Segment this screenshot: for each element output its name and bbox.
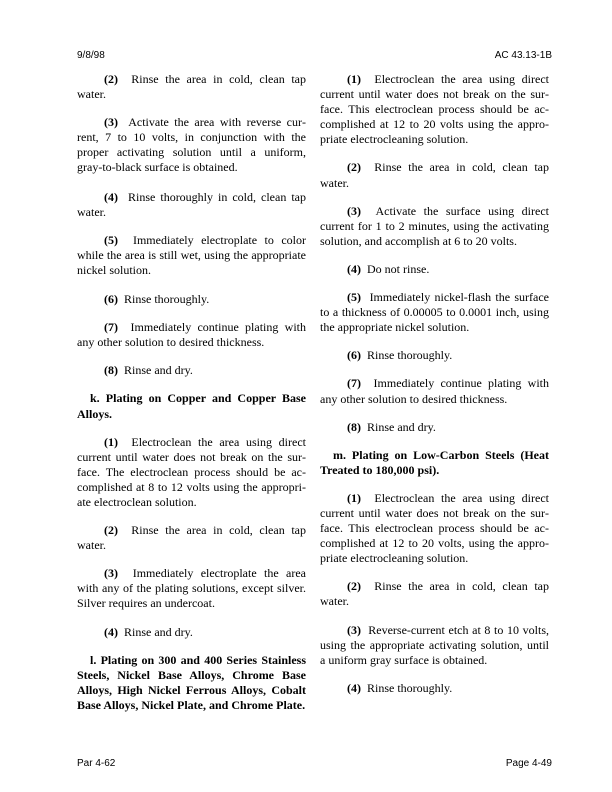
step-paragraph [320, 160, 549, 190]
section-heading-k: k. Plating on Copper and Copper Base Alloys. [77, 391, 306, 421]
step-text: Immediately electroplate to color while the area is still wet, using the appropriate nickel solution. [77, 232, 307, 277]
step-number: (4) [104, 624, 118, 639]
step-text: Rinse thoroughly. [367, 680, 453, 695]
header-date: 9/8/98 [77, 50, 105, 61]
step-paragraph [77, 435, 306, 510]
step-number: (4) [347, 680, 361, 695]
step-paragraph [77, 625, 306, 640]
step-number: (8) [104, 363, 118, 378]
step-text: Rinse the area in cold, clean tap water. [77, 523, 306, 553]
step-number: (1) [104, 434, 118, 449]
step-text: Activate the area with reverse current, 7 to 10 volts, in conjunction with the proper activating solution until a uniform, gray-to-black surface is obtained. [77, 115, 306, 175]
step-number: (2) [104, 523, 118, 538]
step-paragraph [320, 376, 549, 406]
step-paragraph [77, 115, 306, 175]
step-paragraph [320, 681, 549, 696]
right-column [320, 72, 549, 709]
footer-page-number: Page 4-49 [505, 758, 552, 769]
step-number: (5) [347, 290, 361, 305]
step-text: Rinse and dry. [124, 363, 193, 378]
step-number: (5) [104, 232, 118, 247]
step-number: (6) [347, 348, 361, 363]
step-paragraph [77, 566, 306, 611]
step-paragraph [77, 190, 306, 220]
step-number: (3) [347, 203, 361, 218]
step-text: Electroclean the area using direct current until water does not break on the surface. This electroclean process should be accomplished at 12 to 20 volts, using the appropriate electrocleaning solution. [320, 490, 549, 566]
step-text: Rinse thoroughly in cold, clean tap water. [77, 189, 307, 219]
step-number: (1) [347, 72, 361, 86]
step-paragraph [320, 262, 549, 277]
step-paragraph [77, 523, 306, 553]
step-text: Rinse and dry. [367, 419, 436, 434]
step-text: Electroclean the area using direct current until water does not break on the surface. This electroclean process should be accomplished at 12 to 20 volts using the appropriate electrocleaning solution. [320, 72, 549, 147]
step-paragraph [320, 579, 549, 609]
step-text: Do not rinse. [367, 261, 430, 276]
step-paragraph [77, 320, 306, 350]
step-paragraph [77, 72, 306, 102]
step-paragraph [320, 623, 549, 668]
step-text: Reverse-current etch at 8 to 10 volts, using the appropriate activating solution, until a uniform gray surface is obtained. [320, 622, 549, 667]
step-paragraph [77, 233, 306, 278]
step-paragraph [77, 292, 306, 307]
step-text: Activate the surface using direct current for 1 to 2 minutes, using the activating solution, and accomplish at 6 to 20 volts. [320, 203, 549, 248]
step-number: (4) [347, 261, 361, 276]
step-number: (7) [347, 376, 361, 391]
step-paragraph [320, 290, 549, 335]
step-text: Rinse thoroughly. [367, 348, 453, 363]
step-paragraph [320, 204, 549, 249]
step-number: (3) [104, 566, 118, 581]
step-number: (2) [347, 160, 361, 175]
step-number: (3) [104, 115, 118, 130]
step-number: (2) [347, 579, 361, 594]
step-number: (3) [347, 622, 361, 637]
section-heading-m: m. Plating on Low-Carbon Steels (Heat Treated to 180,000 psi). [320, 447, 549, 477]
section-heading-l: l. Plating on 300 and 400 Series Stainless Steels, Nickel Base Alloys, Chrome Base Alloys, High Nickel Ferrous Alloys, Cobalt Base Alloys, Nickel Plate, and Chrome Plate. [77, 652, 306, 712]
step-text: Immediately continue plating with any other solution to desired thickness. [320, 376, 549, 406]
step-paragraph [320, 420, 549, 435]
step-text: Immediately electroplate the area with any of the plating solutions, except silver. Silver requires an undercoat. [77, 566, 306, 611]
header-doc-number: AC 43.13-1B [494, 50, 552, 61]
step-number: (7) [104, 320, 118, 335]
step-text: Rinse the area in cold, clean tap water. [320, 160, 549, 190]
step-text: Electroclean the area using direct current until water does not break on the surface. The electroclean process should be accomplished at 8 to 12 volts using the appropriate electroclean solution. [77, 434, 306, 509]
step-number: (4) [104, 189, 118, 204]
step-text: Immediately nickel-flash the surface to a thickness of 0.00005 to 0.0001 inch, using the appropriate nickel solution. [320, 290, 549, 335]
step-text: Rinse the area in cold, clean tap water. [77, 72, 306, 102]
step-text: Rinse the area in cold, clean tap water. [320, 579, 549, 609]
step-text: Rinse thoroughly. [124, 292, 210, 307]
step-number: (6) [104, 292, 118, 307]
step-paragraph [320, 72, 549, 147]
step-text: Immediately continue plating with any other solution to desired thickness. [77, 320, 306, 350]
step-number: (2) [104, 72, 118, 86]
step-number: (1) [347, 490, 361, 505]
step-paragraph [320, 491, 549, 566]
step-paragraph [77, 363, 306, 378]
step-text: Rinse and dry. [124, 624, 193, 639]
step-paragraph [320, 348, 549, 363]
left-column [77, 72, 306, 726]
step-number: (8) [347, 419, 361, 434]
footer-paragraph-ref: Par 4-62 [77, 758, 116, 769]
